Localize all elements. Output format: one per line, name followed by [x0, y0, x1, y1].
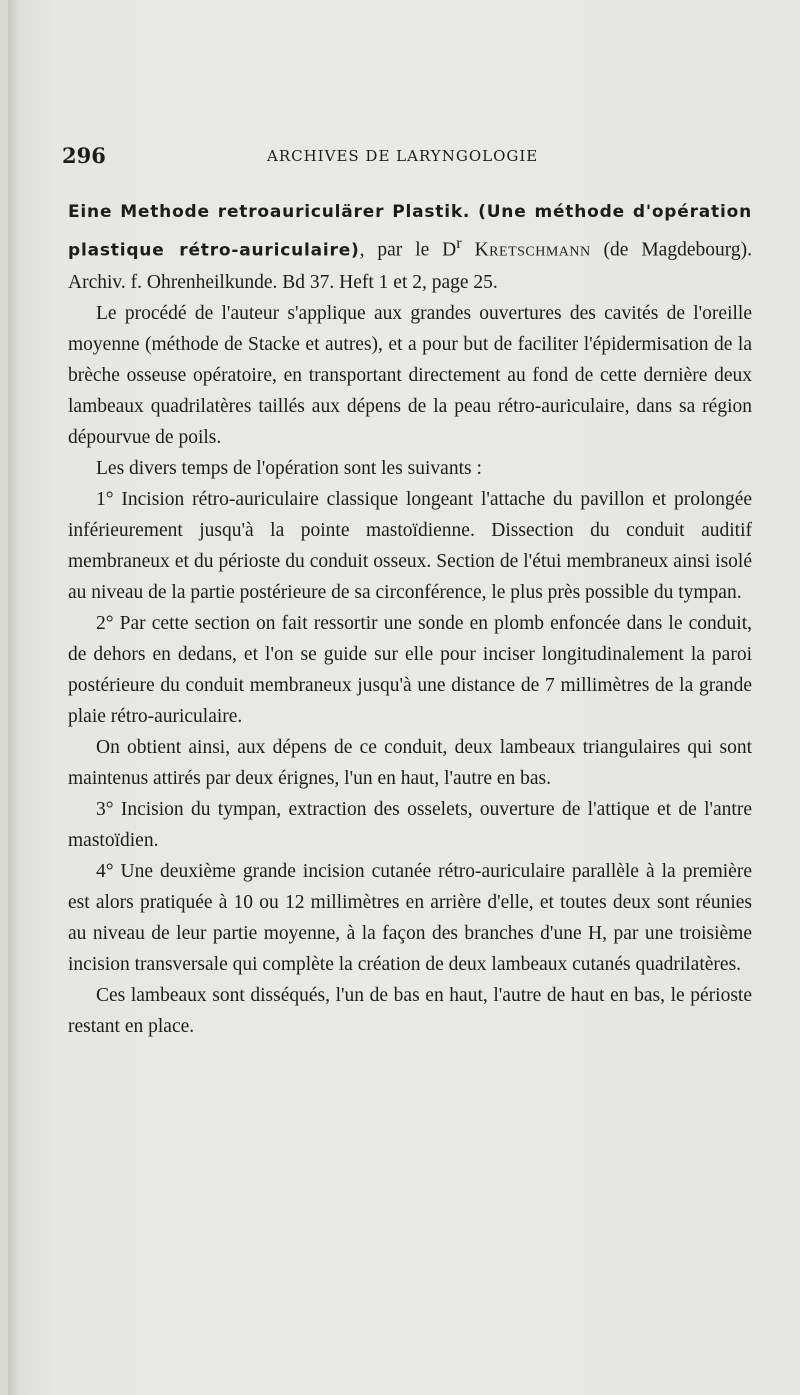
citation: (de Magdebourg). Archiv. f. Ohrenheilkunde. Bd 37. Heft 1 et 2, page 25. — [68, 239, 753, 293]
paragraph: Les divers temps de l'opération sont les suivants : — [96, 457, 482, 479]
title-by: , par le D — [359, 239, 457, 261]
paragraph: 2° Par cette section on fait ressortir une sonde en plomb enfoncée dans le conduit, de dehors en dedans, et l'on se guide sur elle pour inciser longitudinalement la paroi postérieure du conduit membraneux jusqu'à une distance de 7 millimètres de la grande plaie rétro-auriculaire. — [68, 612, 752, 727]
article-heading — [68, 196, 752, 298]
running-title: ARCHIVES DE LARYNGOLOGIE — [267, 147, 539, 165]
paragraph: 1° Incision rétro-auriculaire classique longeant l'attache du pavillon et prolongée inférieurement jusqu'à la pointe mastoïdienne. Dissection du conduit auditif membraneux et du périoste du conduit osseux. Section de l'étui membraneux ainsi isolé au niveau de la partie postérieure de sa circonférence, le plus près possible du tympan. — [68, 488, 752, 603]
paragraph: 3° Incision du tympan, extraction des osselets, ouverture de l'attique et de l'antre mastoïdien. — [68, 798, 752, 851]
paragraph: On obtient ainsi, aux dépens de ce conduit, deux lambeaux triangulaires qui sont maintenus attirés par deux érignes, l'un en haut, l'autre en bas. — [68, 736, 752, 789]
article-title: Eine Methode retroauriculärer Plastik. (Une méthode d'opération plastique rétro-auriculaire) — [68, 202, 752, 261]
page-number: 296 — [62, 143, 106, 168]
book-page — [8, 0, 800, 1395]
paragraph: Ces lambeaux sont disséqués, l'un de bas en haut, l'autre de haut en bas, le périoste restant en place. — [68, 984, 752, 1037]
title-superscript: r — [456, 234, 462, 252]
page-header — [62, 143, 752, 167]
paragraph: 4° Une deuxième grande incision cutanée rétro-auriculaire parallèle à la première est alors pratiquée à 10 ou 12 millimètres en arrière d'elle, et toutes deux sont réunies au niveau de leur partie moyenne, à la façon des branches d'une H, par une troisième incision transversale qui complète la création de deux lambeaux cutanés quadrilatères. — [68, 860, 752, 975]
article-body — [68, 196, 752, 1042]
author-name: Kretschmann — [474, 239, 591, 261]
paragraph: Le procédé de l'auteur s'applique aux grandes ouvertures des cavités de l'oreille moyenne (méthode de Stacke et autres), et a pour but de faciliter l'épidermisation de la brèche osseuse opératoire, en transportant directement au fond de cette dernière deux lambeaux quadrilatères taillés aux dépens de la peau rétro-auriculaire, dans sa région dépourvue de poils. — [68, 302, 752, 448]
